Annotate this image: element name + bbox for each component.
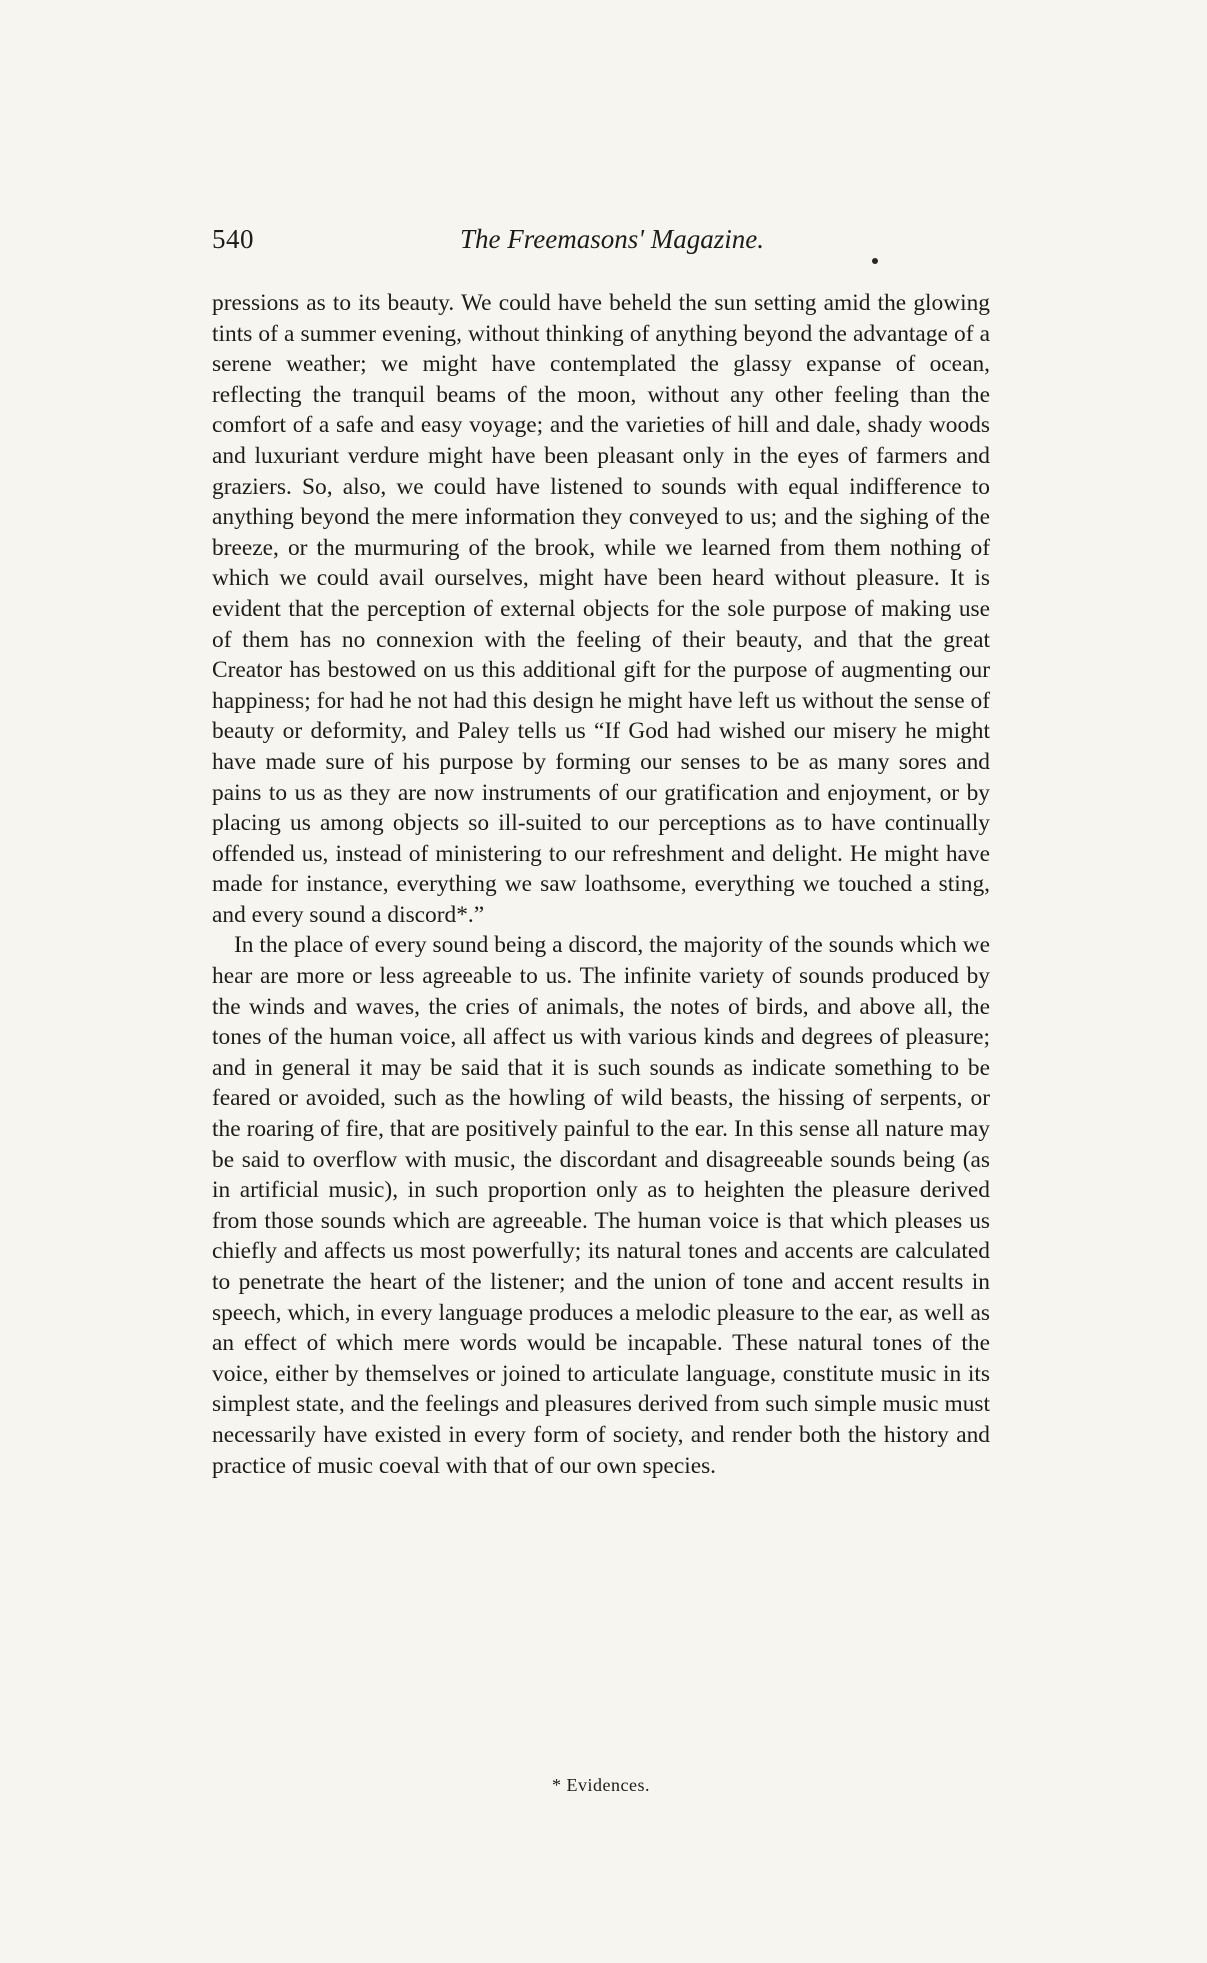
page-number: 540 bbox=[212, 224, 254, 254]
paragraph-continuation: pressions as to its beauty. We could have beheld the sun setting amid the glowing tints of a summer evening, without thinking of anything beyond the advantage of a serene weather; we might have contemplated the glassy expanse of ocean, reflecting the tranquil beams of the moon, without any other feeling than the comfort of a safe and easy voyage; and the varieties of hill and dale, shady woods and luxuriant verdure might have been pleasant only in the eyes of farmers and graziers. So, also, we could have listened to sounds with equal indifference to anything beyond the mere information they conveyed to us; and the sighing of the breeze, or the murmuring of the brook, while we learned from them nothing of which we could avail ourselves, might have been heard without pleasure. It is evident that the perception of external objects for the sole purpose of making use of them has no connexion with the feeling of their beauty, and that the great Creator has bestowed on us this additional gift for the purpose of augmenting our happiness; for had he not had this design he might have left us without the sense of beauty or deformity, and Paley tells us “If God had wished our misery he might have made sure of his purpose by forming our senses to be as many sores and pains to us as they are now instruments of our gratification and enjoyment, or by placing us among objects so ill-suited to our perceptions as to have continually offended us, instead of ministering to our refreshment and delight. He might have made for instance, everything we saw loathsome, everything we touched a sting, and every sound a discord*.” bbox=[212, 290, 990, 928]
page-header bbox=[212, 224, 1002, 264]
printer-mark bbox=[872, 258, 878, 264]
article-body bbox=[212, 288, 990, 1481]
running-title: The Freemasons' Magazine. bbox=[460, 224, 764, 254]
paragraph: In the place of every sound being a discord, the majority of the sounds which we hear are more or less agreeable to us. The infinite variety of sounds produced by the winds and waves, the cries of animals, the notes of birds, and above all, the tones of the human voice, all affect us with various kinds and degrees of pleasure; and in general it may be said that it is such sounds as indicate something to be feared or avoided, such as the howling of wild beasts, the hissing of serpents, or the roaring of fire, that are positively painful to the ear. In this sense all nature may be said to overflow with music, the discordant and disagreeable sounds being (as in artificial music), in such proportion only as to heighten the pleasure derived from those sounds which are agreeable. The human voice is that which pleases us chiefly and affects us most powerfully; its natural tones and accents are calculated to penetrate the heart of the listener; and the union of tone and accent results in speech, which, in every language produces a melodic pleasure to the ear, as well as an effect of which mere words would be incapable. These natural tones of the voice, either by themselves or joined to articulate language, constitute music in its simplest state, and the feelings and pleasures derived from such simple music must necessarily have existed in every form of society, and render both the history and practice of music coeval with that of our own species. bbox=[212, 932, 990, 1479]
footnote: * Evidences. bbox=[552, 1775, 650, 1795]
